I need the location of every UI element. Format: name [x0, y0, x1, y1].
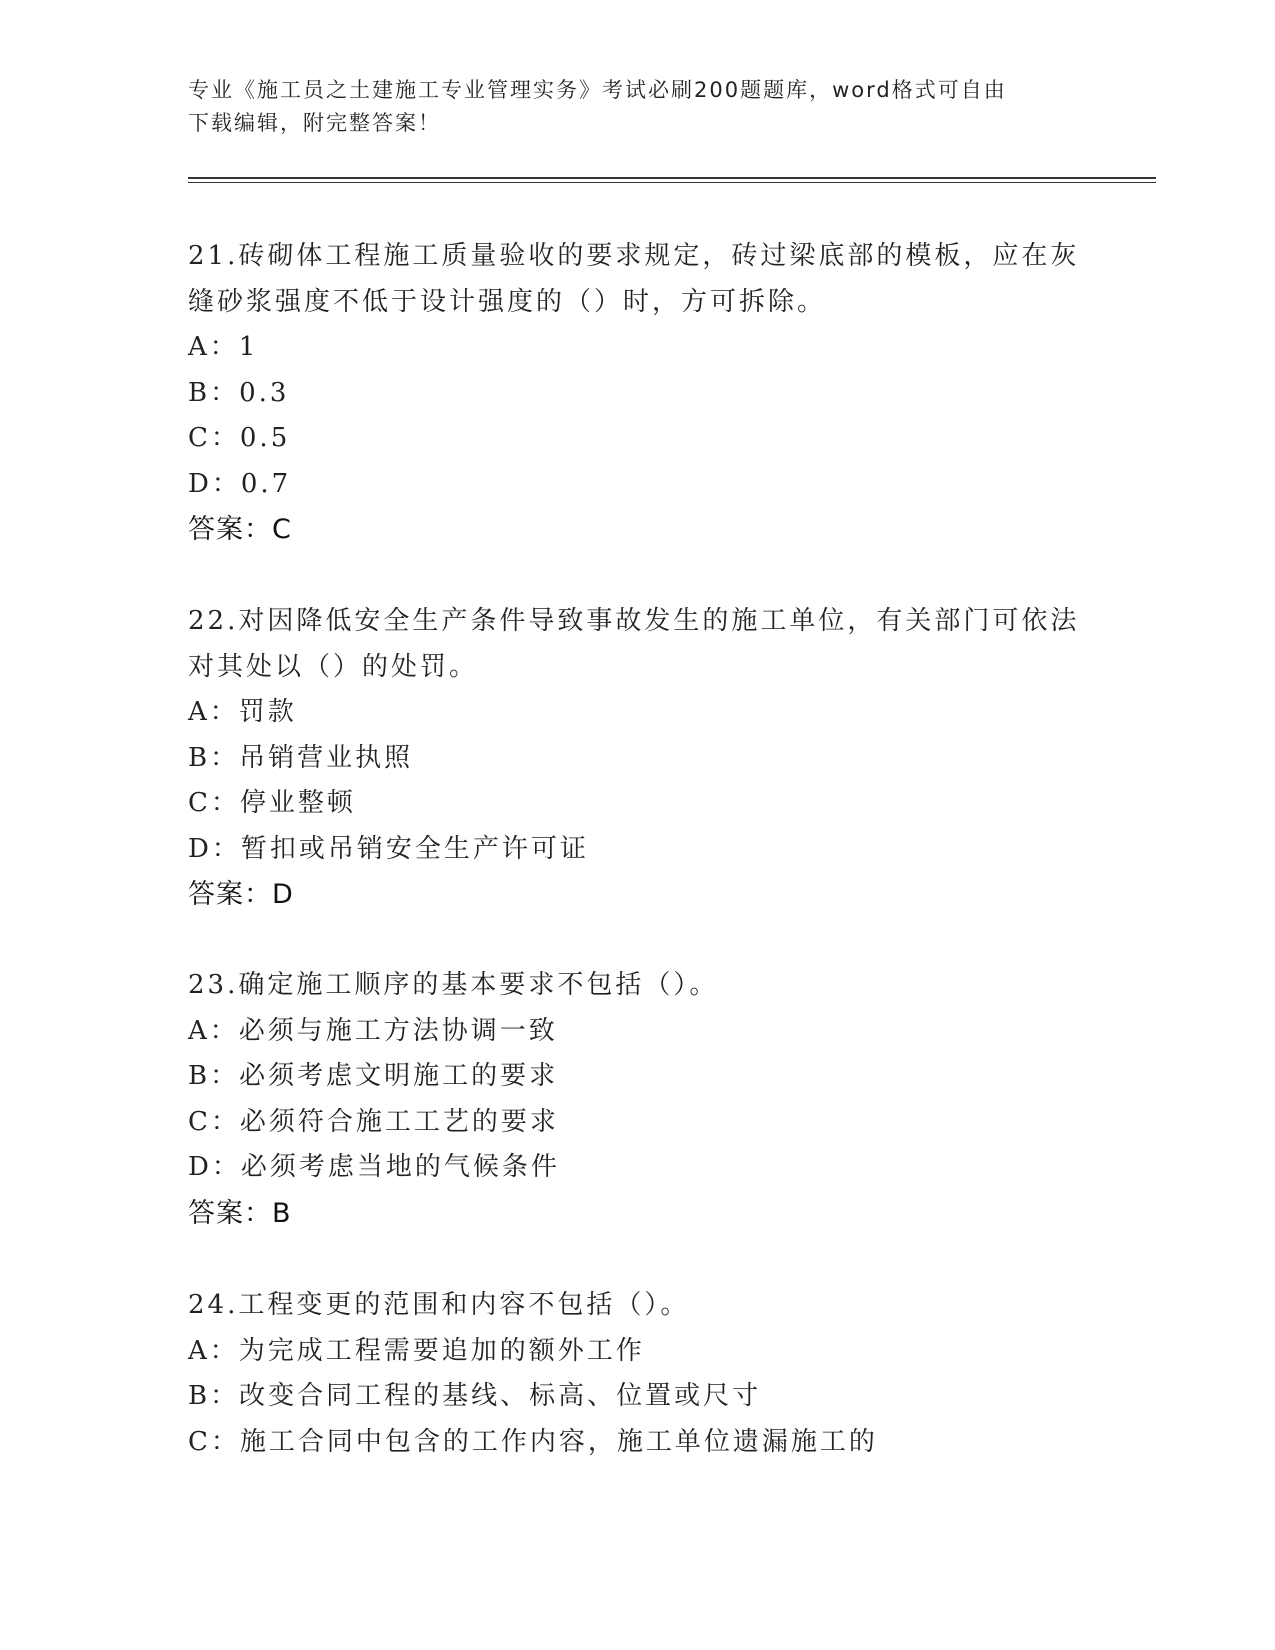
header-divider-thin	[188, 182, 1156, 183]
question-23	[188, 963, 1088, 1236]
option-a: A：必须与施工方法协调一致	[188, 1015, 558, 1046]
answer-line: 答案：D	[188, 879, 294, 910]
header-line-1: 专业《施工员之土建施工专业管理实务》考试必刷200题题库，word格式可自由	[188, 78, 1007, 102]
header-divider-thick	[188, 177, 1156, 179]
question-stem-line: 对其处以（）的处罚。	[188, 651, 479, 682]
option-c: C：停业整顿	[188, 788, 356, 818]
question-stem-line: 23.确定施工顺序的基本要求不包括（）。	[188, 970, 719, 1000]
option-d: D：暂扣或吊销安全生产许可证	[188, 833, 589, 864]
question-stem-line: 21.砖砌体工程施工质量验收的要求规定，砖过梁底部的模板，应在灰	[188, 241, 1080, 271]
option-b: B：吊销营业执照	[188, 742, 414, 773]
option-c: C：0.5	[188, 423, 291, 453]
option-d: D：必须考虑当地的气候条件	[188, 1152, 560, 1182]
option-c: C：必须符合施工工艺的要求	[188, 1106, 559, 1137]
option-a: A：为完成工程需要追加的额外工作	[188, 1335, 645, 1366]
question-21	[188, 234, 1088, 553]
question-22	[188, 599, 1088, 918]
header-line-2: 下载编辑，附完整答案！	[188, 111, 441, 135]
option-c: C：施工合同中包含的工作内容，施工单位遗漏施工的	[188, 1426, 878, 1457]
question-stem-line: 24.工程变更的范围和内容不包括（）。	[188, 1290, 690, 1320]
question-stem-line: 22.对因降低安全生产条件导致事故发生的施工单位，有关部门可依法	[188, 606, 1080, 636]
question-24	[188, 1283, 1088, 1465]
document-header	[188, 74, 1068, 140]
option-d: D：0.7	[188, 468, 292, 499]
option-b: B：改变合同工程的基线、标高、位置或尺寸	[188, 1381, 762, 1411]
answer-line: 答案：C	[188, 514, 292, 545]
question-stem-line: 缝砂浆强度不低于设计强度的（）时，方可拆除。	[188, 286, 827, 317]
option-b: B：必须考虑文明施工的要求	[188, 1061, 559, 1091]
option-a: A：1	[188, 332, 259, 362]
option-b: B：0.3	[188, 377, 290, 408]
option-a: A：罚款	[188, 697, 297, 727]
answer-line: 答案：B	[188, 1197, 292, 1229]
